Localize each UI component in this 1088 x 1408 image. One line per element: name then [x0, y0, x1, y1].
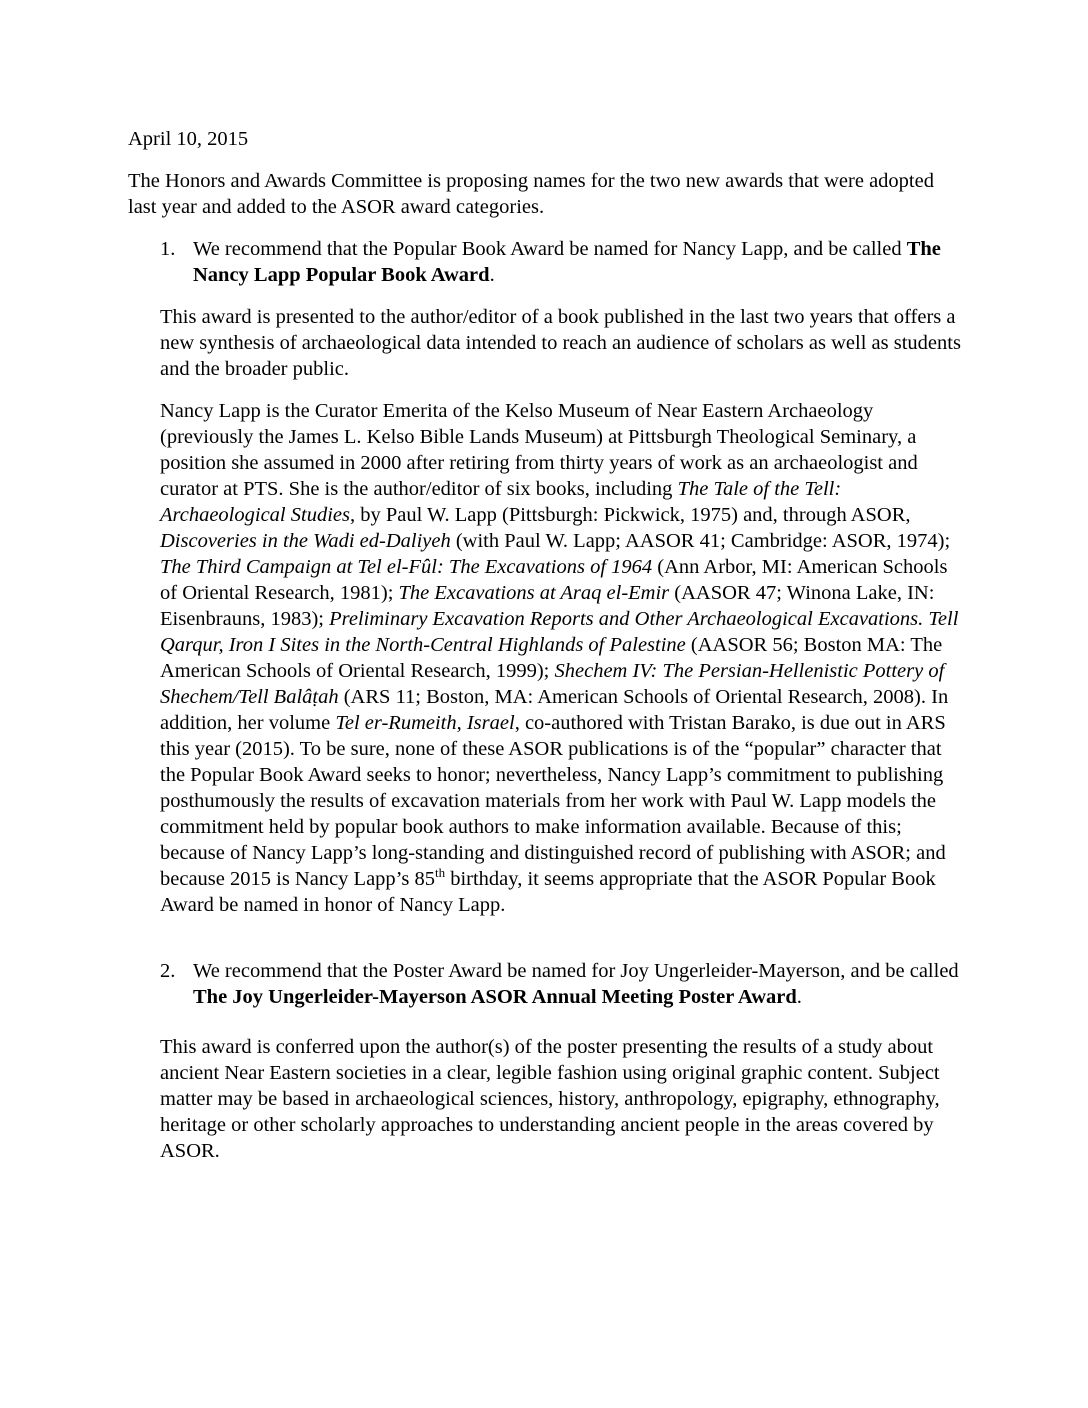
- book-title: Shechem IV: The Persian-Hellenistic Pottery of Shechem/Tell Balâṭah: [160, 660, 945, 708]
- bio-text: (with Paul W. Lapp; AASOR 41; Cambridge: ASOR, 1974);: [450, 530, 951, 552]
- award-description: This award is presented to the author/editor of a book published in the last two years that offers a new synthesis of archaeological data intended to reach an audience of scholars as well as students and the broader public.: [160, 306, 961, 380]
- book-title: Tel er-Rumeith, Israel: [335, 712, 515, 734]
- bio-text: (Ann Arbor, MI: American Schools of Oriental Research, 1981);: [160, 556, 948, 604]
- book-title: The Tale of the Tell: Archaeological Studies: [160, 478, 842, 526]
- award-name: The Joy Ungerleider-Mayerson ASOR Annual Meeting Poster Award: [193, 986, 797, 1008]
- item-number: 2.: [160, 960, 176, 982]
- poster-award-description: This award is conferred upon the author(s) of the poster presenting the results of a study about ancient Near Eastern societies in a clear, legible fashion using original graphic content. Subject matter may be based in archaeological sciences, history, anthropology, epigraphy, ethnography, heritage or other scholarly approaches to understanding ancient people in the areas covered by ASOR.: [160, 1036, 940, 1162]
- period: .: [796, 986, 802, 1008]
- recommendation-2: [128, 958, 963, 1010]
- bio-text: birthday, it seems appropriate that the ASOR Popular Book Award be named in honor of Nancy Lapp.: [160, 868, 936, 916]
- bio-text: (AASOR 56; Boston MA: The American Schools of Oriental Research, 1999);: [160, 634, 943, 682]
- item-number: 1.: [160, 238, 176, 260]
- intro-paragraph: The Honors and Awards Committee is proposing names for the two new awards that were adopted last year and added to the ASOR award categories.: [128, 170, 934, 218]
- bio-text: (ARS 11; Boston, MA: American Schools of Oriental Research, 2008). In addition, her volume: [160, 686, 949, 734]
- letter-page: [128, 126, 963, 1164]
- recommendation-text: We recommend that the Popular Book Award be named for Nancy Lapp, and be called: [193, 238, 902, 260]
- bio-text: (AASOR 47; Winona Lake, IN: Eisenbrauns, 1983);: [160, 582, 935, 630]
- bio-text: , by Paul W. Lapp (Pittsburgh: Pickwick, 1975) and, through ASOR,: [349, 504, 911, 526]
- recommendation-1: [128, 236, 963, 288]
- book-title: The Third Campaign at Tel el-Fûl: The Excavations of 1964: [160, 556, 653, 578]
- letter-date: April 10, 2015: [128, 128, 249, 150]
- bio-text: , co-authored with Tristan Barako, is due out in ARS this year (2015). To be sure, none of these ASOR publications is of the “popular” character that the Popular Book Award seeks to honor; nevertheless, Nancy Lapp’s commitment to publishing posthumously the results of excavation materials from her work with Paul W. Lapp models the commitment held by popular book authors to make information available. Because of this; because of Nancy Lapp’s long-standing and distinguished record of publishing with ASOR; and because 2015 is Nancy Lapp’s 85: [160, 712, 946, 890]
- period: .: [489, 264, 495, 286]
- book-title: Discoveries in the Wadi ed-Daliyeh: [160, 530, 451, 552]
- book-title: Preliminary Excavation Reports and Other Archaeological Excavations. Tell Qarqur, Iron I Sites in the North-Central Highlands of Palestine: [160, 608, 959, 656]
- award-name: The Nancy Lapp Popular Book Award: [193, 238, 941, 286]
- bio-text: Nancy Lapp is the Curator Emerita of the Kelso Museum of Near Eastern Archaeology (previously the James L. Kelso Bible Lands Museum) at Pittsburgh Theological Seminary, a position she assumed in 2000 after retiring from thirty years of work as an archaeologist and curator at PTS. She is the author/editor of six books, including: [160, 400, 918, 500]
- ordinal-suffix: th: [434, 865, 446, 881]
- recommendation-text: We recommend that the Poster Award be named for Joy Ungerleider-Mayerson, and be called: [193, 960, 959, 982]
- book-title: The Excavations at Araq el-Emir: [398, 582, 670, 604]
- nancy-lapp-bio: [128, 398, 963, 918]
